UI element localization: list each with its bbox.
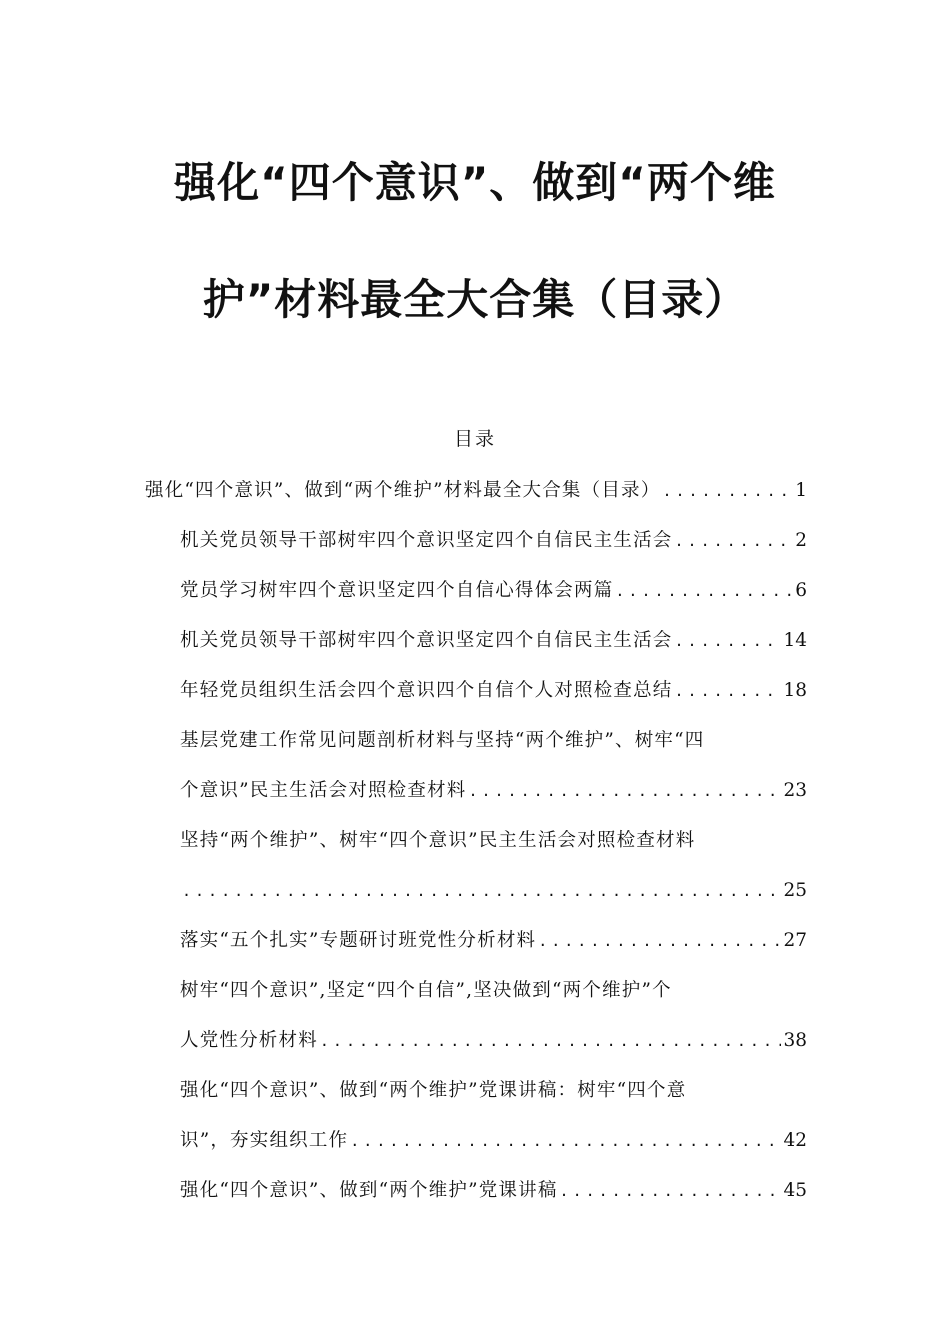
toc-entry-text: 坚持“两个维护”、树牢“四个意识”民主生活会对照检查材料 [180, 830, 696, 851]
toc-entry[interactable] [180, 1176, 807, 1226]
toc-dot-leader [182, 876, 781, 906]
toc-entry-text: 机关党员领导干部树牢四个意识坚定四个自信民主生活会 [180, 530, 673, 551]
toc-page-number: 45 [783, 1180, 807, 1201]
toc-entry[interactable] [180, 626, 807, 676]
toc-page-number: 6 [795, 580, 807, 601]
toc-dot-leader [468, 776, 781, 806]
toc-entry[interactable] [180, 826, 807, 926]
toc-dot-leader [615, 576, 793, 606]
toc-entry-line [180, 976, 807, 1026]
document-title-line-2: 护”材料最全大合集（目录） [202, 275, 748, 324]
toc-entry[interactable] [180, 526, 807, 576]
toc-dot-leader [675, 626, 782, 656]
toc-entry-line [145, 476, 807, 526]
toc-heading: 目录 [453, 428, 496, 450]
toc-entry-text: 人党性分析材料 [180, 1030, 318, 1051]
toc-entry-text: 强化“四个意识”、做到“两个维护”党课讲稿 [180, 1180, 558, 1201]
toc-entry-line [180, 576, 807, 626]
toc-entry-text: 基层党建工作常见问题剖析材料与坚持“两个维护”、树牢“四 [180, 730, 705, 751]
toc-entry-line [180, 776, 807, 826]
toc-page-number: 27 [783, 930, 807, 951]
toc-entry[interactable] [180, 676, 807, 726]
toc-entry-text: 强化“四个意识”、做到“两个维护”材料最全大合集（目录） [145, 480, 661, 501]
toc-entry-text: 强化“四个意识”、做到“两个维护”党课讲稿：树牢“四个意 [180, 1080, 687, 1101]
toc-page-number: 18 [783, 680, 807, 701]
toc-entry-line [180, 726, 807, 776]
toc-entry[interactable] [180, 726, 807, 826]
toc-entry-text: 年轻党员组织生活会四个意识四个自信个人对照检查总结 [180, 680, 673, 701]
toc-entry-line [180, 1126, 807, 1176]
toc-entry-line [180, 526, 807, 576]
toc-dot-leader [675, 526, 794, 556]
toc-page-number: 25 [783, 880, 807, 901]
toc-entry-line [180, 1076, 807, 1126]
toc-entry-line [180, 1026, 807, 1076]
toc-entry-line [180, 626, 807, 676]
toc-page-number: 38 [783, 1030, 807, 1051]
toc-page-number: 14 [783, 630, 807, 651]
toc-entry[interactable] [180, 1076, 807, 1176]
toc-page-number: 42 [783, 1130, 807, 1151]
toc-dot-leader [662, 476, 793, 506]
toc-entry-text: 机关党员领导干部树牢四个意识坚定四个自信民主生活会 [180, 630, 673, 651]
toc-entry[interactable] [180, 976, 807, 1076]
toc-page-number: 2 [795, 530, 807, 551]
toc-entry-text: 树牢“四个意识”,坚定“四个自信”,坚决做到“两个维护”个 [180, 980, 672, 1001]
toc-entry[interactable] [145, 476, 807, 526]
toc-dot-leader [560, 1176, 782, 1206]
toc-dot-leader [538, 926, 781, 956]
document-title-line-1: 强化“四个意识”、做到“两个维 [174, 158, 776, 207]
toc-dot-leader [320, 1026, 782, 1056]
toc-entry-line [180, 826, 807, 876]
toc-entry[interactable] [180, 926, 807, 976]
toc-entry[interactable] [180, 576, 807, 626]
toc-page-number: 1 [795, 480, 807, 501]
toc-entry-text: 党员学习树牢四个意识坚定四个自信心得体会两篇 [180, 580, 614, 601]
toc-entry-text: 落实“五个扎实”专题研讨班党性分析材料 [180, 930, 537, 951]
toc-entry-text: 个意识”民主生活会对照检查材料 [180, 780, 467, 801]
toc-entry-line [180, 676, 807, 726]
toc-page-number: 23 [783, 780, 807, 801]
toc-dot-leader [675, 676, 782, 706]
toc-entry-line [180, 876, 807, 926]
toc-entry-line [180, 1176, 807, 1226]
toc-dot-leader [350, 1126, 781, 1156]
toc-entry-text: 识”，夯实组织工作 [180, 1130, 349, 1151]
toc-entry-line [180, 926, 807, 976]
